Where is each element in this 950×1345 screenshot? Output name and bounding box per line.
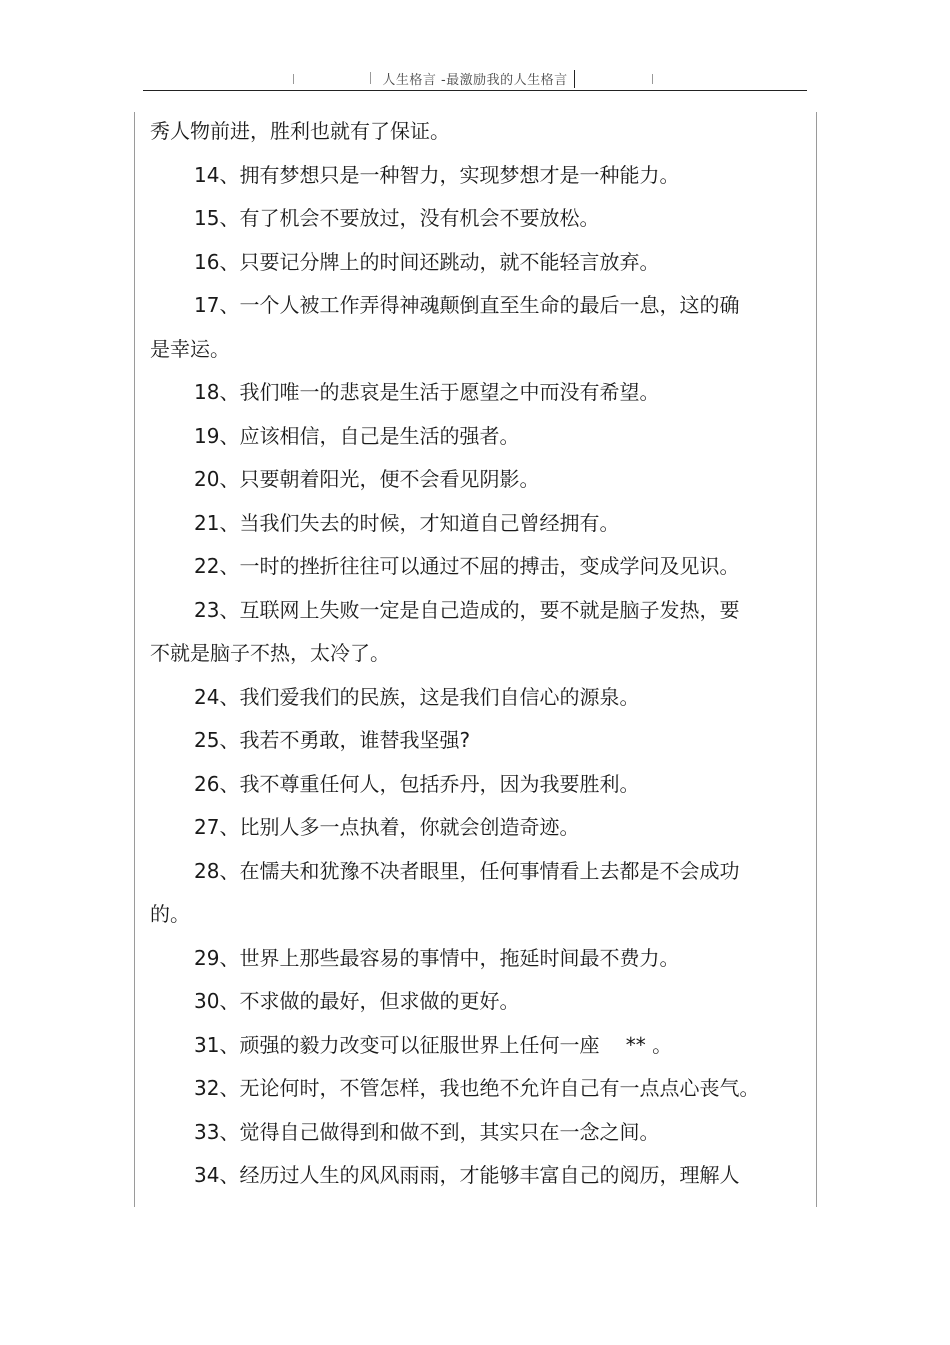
document-body: [150, 110, 780, 1198]
text-line: 21、当我们失去的时候，才知道自己曾经拥有。: [194, 510, 620, 535]
text-line: 20、只要朝着阳光，便不会看见阴影。: [194, 467, 540, 491]
text-line: 33、觉得自己做得到和做不到，其实只在一念之间。: [194, 1119, 660, 1144]
header-rule: [143, 90, 807, 91]
text-line: 28、在懦夫和犹豫不决者眼里，任何事情看上去都是不会成功: [194, 858, 740, 883]
page-header: [0, 0, 950, 100]
text-line: 是幸运。: [150, 336, 230, 361]
text-line: 32、无论何时，不管怎样，我也绝不允许自己有一点点心丧气。: [194, 1076, 760, 1100]
header-tick-right: [652, 74, 653, 84]
text-line: 16、只要记分牌上的时间还跳动，就不能轻言放弃。: [194, 249, 660, 274]
text-line: 22、一时的挫折往往可以通过不屈的搏击，变成学问及见识。: [194, 554, 740, 578]
text-line: 秀人物前进，胜利也就有了保证。: [150, 119, 450, 143]
header-tick-mid-right: [574, 70, 575, 88]
text-line: 27、比别人多一点执着，你就会创造奇迹。: [194, 815, 580, 839]
text-line: 23、互联网上失败一定是自己造成的，要不就是脑子发热，要: [194, 597, 740, 622]
text-line: 19、应该相信，自己是生活的强者。: [194, 423, 520, 448]
text-line: 29、世界上那些最容易的事情中，拖延时间最不费力。: [194, 945, 680, 970]
text-line: 31、顽强的毅力改变可以征服世界上任何一座 ** 。: [194, 1032, 673, 1057]
text-line: 14、拥有梦想只是一种智力，实现梦想才是一种能力。: [194, 162, 680, 187]
text-line: 24、我们爱我们的民族，这是我们自信心的源泉。: [194, 684, 640, 709]
text-line: 34、经历过人生的风风雨雨，才能够丰富自己的阅历，理解人: [194, 1163, 740, 1187]
text-line: 26、我不尊重任何人，包括乔丹，因为我要胜利。: [194, 771, 640, 796]
text-line: 25、我若不勇敢，谁替我坚强?: [194, 728, 471, 752]
text-line: 不就是脑子不热，太冷了。: [150, 641, 390, 665]
text-line: 15、有了机会不要放过，没有机会不要放松。: [194, 206, 600, 230]
text-line: 30、不求做的最好，但求做的更好。: [194, 989, 520, 1013]
right-margin-line: [816, 112, 817, 1207]
header-title: 人生格言 -最激励我的人生格言: [382, 73, 568, 88]
text-line: 18、我们唯一的悲哀是生活于愿望之中而没有希望。: [194, 380, 660, 404]
text-line: 17、一个人被工作弄得神魂颠倒直至生命的最后一息，这的确: [194, 293, 740, 317]
text-line: 的。: [150, 902, 190, 926]
left-margin-line: [134, 112, 135, 1207]
